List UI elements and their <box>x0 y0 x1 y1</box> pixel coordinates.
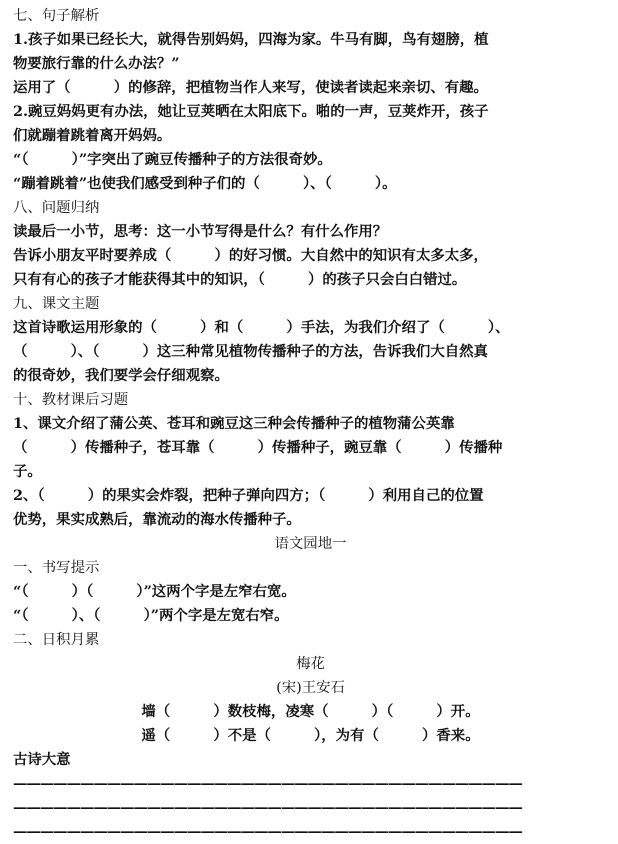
text-line: 古诗大意 <box>13 751 71 768</box>
text-line: 2.豌豆妈妈更有办法，她让豆荚晒在太阳底下。啪的一声，豆荚炸开，孩子 <box>13 103 489 120</box>
text-line: “蹦着跳着”也使我们感受到种子们的（ ）、（ ）。 <box>13 175 397 192</box>
document-page <box>13 4 608 844</box>
text-line: 只有有心的孩子才能获得其中的知识，（ ）的孩子只会白白错过。 <box>13 271 467 288</box>
text-line: 1、课文介绍了蒲公英、苍耳和豌豆这三种会传播种子的植物蒲公英靠 <box>13 415 455 432</box>
text-line: 这首诗歌运用形象的（ ）和（ ）手法，为我们介绍了（ ）、 <box>13 319 510 336</box>
text-line: 告诉小朋友平时要养成（ ）的好习惯。大自然中的知识有太多太多， <box>13 247 488 264</box>
text-line: （ ）传播种子，苍耳靠（ ）传播种子，豌豆靠（ ）传播种 <box>13 439 503 456</box>
text-line: 梅花 <box>296 656 325 672</box>
text-line: —————————————————————————————————————— <box>13 823 522 840</box>
text-line: 1.孩子如果已经长大，就得告别妈妈，四海为家。牛马有脚，鸟有翅膀，植 <box>13 31 489 48</box>
text-line: 七、句子解析 <box>13 8 100 24</box>
text-line: 一、书写提示 <box>13 560 100 576</box>
text-line: 十、教材课后习题 <box>13 392 129 408</box>
text-line: 二、日积月累 <box>13 632 100 648</box>
text-line: （ ）、（ ）这三种常见植物传播种子的方法，告诉我们大自然真 <box>13 343 488 360</box>
text-line: 八、问题归纳 <box>13 200 100 216</box>
text-line: 的很奇妙，我们要学会仔细观察。 <box>13 367 229 384</box>
text-line: (宋)王安石 <box>276 680 345 696</box>
text-line: “（ ）（ ）”这两个字是左窄右宽。 <box>13 583 296 600</box>
text-line: 们就蹦着跳着离开妈妈。 <box>13 127 172 144</box>
text-line: —————————————————————————————————————— <box>13 799 522 816</box>
text-line: 子。 <box>13 463 42 480</box>
text-line: 运用了（ ）的修辞，把植物当作人来写，使读者读起来亲切、有趣。 <box>13 79 488 96</box>
text-line: —————————————————————————————————————— <box>13 775 522 792</box>
text-line: 读最后一小节，思考：这一小节写得是什么？有什么作用？ <box>13 223 388 240</box>
text-line: “（ ）”字突出了豌豆传播种子的方法很奇妙。 <box>13 151 332 168</box>
text-line: 九、课文主题 <box>13 296 100 312</box>
text-line: 物要旅行靠的什么办法？” <box>13 55 180 72</box>
text-line: 语文园地一 <box>274 536 347 552</box>
text-line: 墙（ ）数枝梅，凌寒（ ）（ ）开。 <box>141 703 480 720</box>
text-line: 遥（ ）不是（ ），为有（ ）香来。 <box>141 727 480 744</box>
text-line: 优势，果实成熟后，靠流动的海水传播种子。 <box>13 511 301 528</box>
text-line: 2、（ ）的果实会炸裂，把种子弹向四方；（ ）利用自己的位置 <box>13 487 484 504</box>
text-line: “（ ）、（ ）”两个字是左宽右窄。 <box>13 607 289 624</box>
